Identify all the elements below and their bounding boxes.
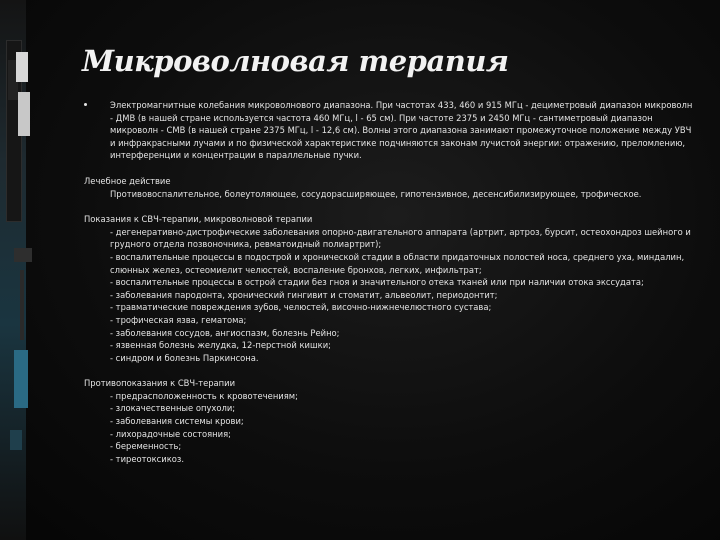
left-decoration-bar	[20, 270, 24, 340]
list-item: - беременность;	[110, 441, 182, 452]
intro-text: Электромагнитные колебания микроволнового диапазона. При частотах 433, 460 и 915 МГц - дециметровый диапазон микроволн - ДМВ (в нашей стране используется частота 460 МГц, l - 65 см). При частоте 2375 и 2450 МГц - сантиметровый диапазон микроволн - СМВ (в нашей стране 2375 МГц, l - 12,6 см). Волны этого диапазона занимают промежуточное положение между УВЧ и инфракрасными лучами и по физической характеристике подчиняются законам лучистой энергии: отражению, преломлению, интерференции и концентрации в параллельные пучки.	[110, 100, 693, 161]
left-decoration-light-block	[16, 52, 28, 82]
indications-section	[84, 213, 694, 364]
intro-bullet	[84, 99, 694, 162]
left-decoration-blue-block	[14, 350, 28, 408]
list-item: - злокачественные опухоли;	[110, 403, 236, 414]
list-item: - воспалительные процессы в острой стадии без гноя и значительного отека тканей или при наличии отока экссудата;	[110, 277, 644, 288]
list-item: - лихорадочные состояния;	[110, 428, 231, 439]
list-item: - предрасположенность к кровотечениям;	[110, 390, 298, 401]
list-item: - заболевания сосудов, ангиоспазм, болезнь Рейно;	[110, 327, 340, 338]
slide-title: Микроволновая терапия	[82, 44, 509, 78]
bullet-icon	[84, 103, 87, 106]
effect-heading: Лечебное действие	[84, 175, 171, 186]
slide-content	[84, 99, 694, 465]
list-item: - заболевания системы крови;	[110, 416, 244, 427]
list-item: - трофическая язва, гематома;	[110, 314, 247, 325]
list-item: - воспалительные процессы в подострой и хронической стадии в области придаточных полостей носа, среднего уха, миндалин, слюнных желез, остеомиелит челюстей, воспаление бронхов, легких, инфильтрат;	[110, 251, 685, 275]
list-item: - заболевания пародонта, хронический гингивит и стоматит, альвеолит, периодонтит;	[110, 289, 498, 300]
contraindications-section	[84, 377, 694, 465]
effect-section	[84, 175, 694, 200]
list-item: - травматические повреждения зубов, челюстей, височно-нижнечелюстного сустава;	[110, 302, 492, 313]
left-decoration-blue-block	[10, 430, 22, 450]
list-item: - дегенеративно-дистрофические заболевания опорно-двигательного аппарата (артрит, артроз, бурсит, остеохондроз шейного и грудного отдела позвоночника, ревматоидный полиартрит);	[110, 226, 691, 250]
contraindications-heading: Противопоказания к СВЧ-терапии	[84, 378, 236, 389]
left-decoration-block	[14, 248, 32, 262]
left-decoration-light-block	[18, 92, 30, 136]
list-item: - язвенная болезнь желудка, 12-перстной кишки;	[110, 340, 331, 351]
indications-heading: Показания к СВЧ-терапии, микроволновой терапии	[84, 214, 313, 225]
list-item: - тиреотоксикоз.	[110, 453, 185, 464]
list-item: - синдром и болезнь Паркинсона.	[110, 352, 259, 363]
effect-text: Противовоспалительное, болеутоляющее, сосудорасширяющее, гипотензивное, десенсибилизирующее, трофическое.	[110, 188, 642, 199]
